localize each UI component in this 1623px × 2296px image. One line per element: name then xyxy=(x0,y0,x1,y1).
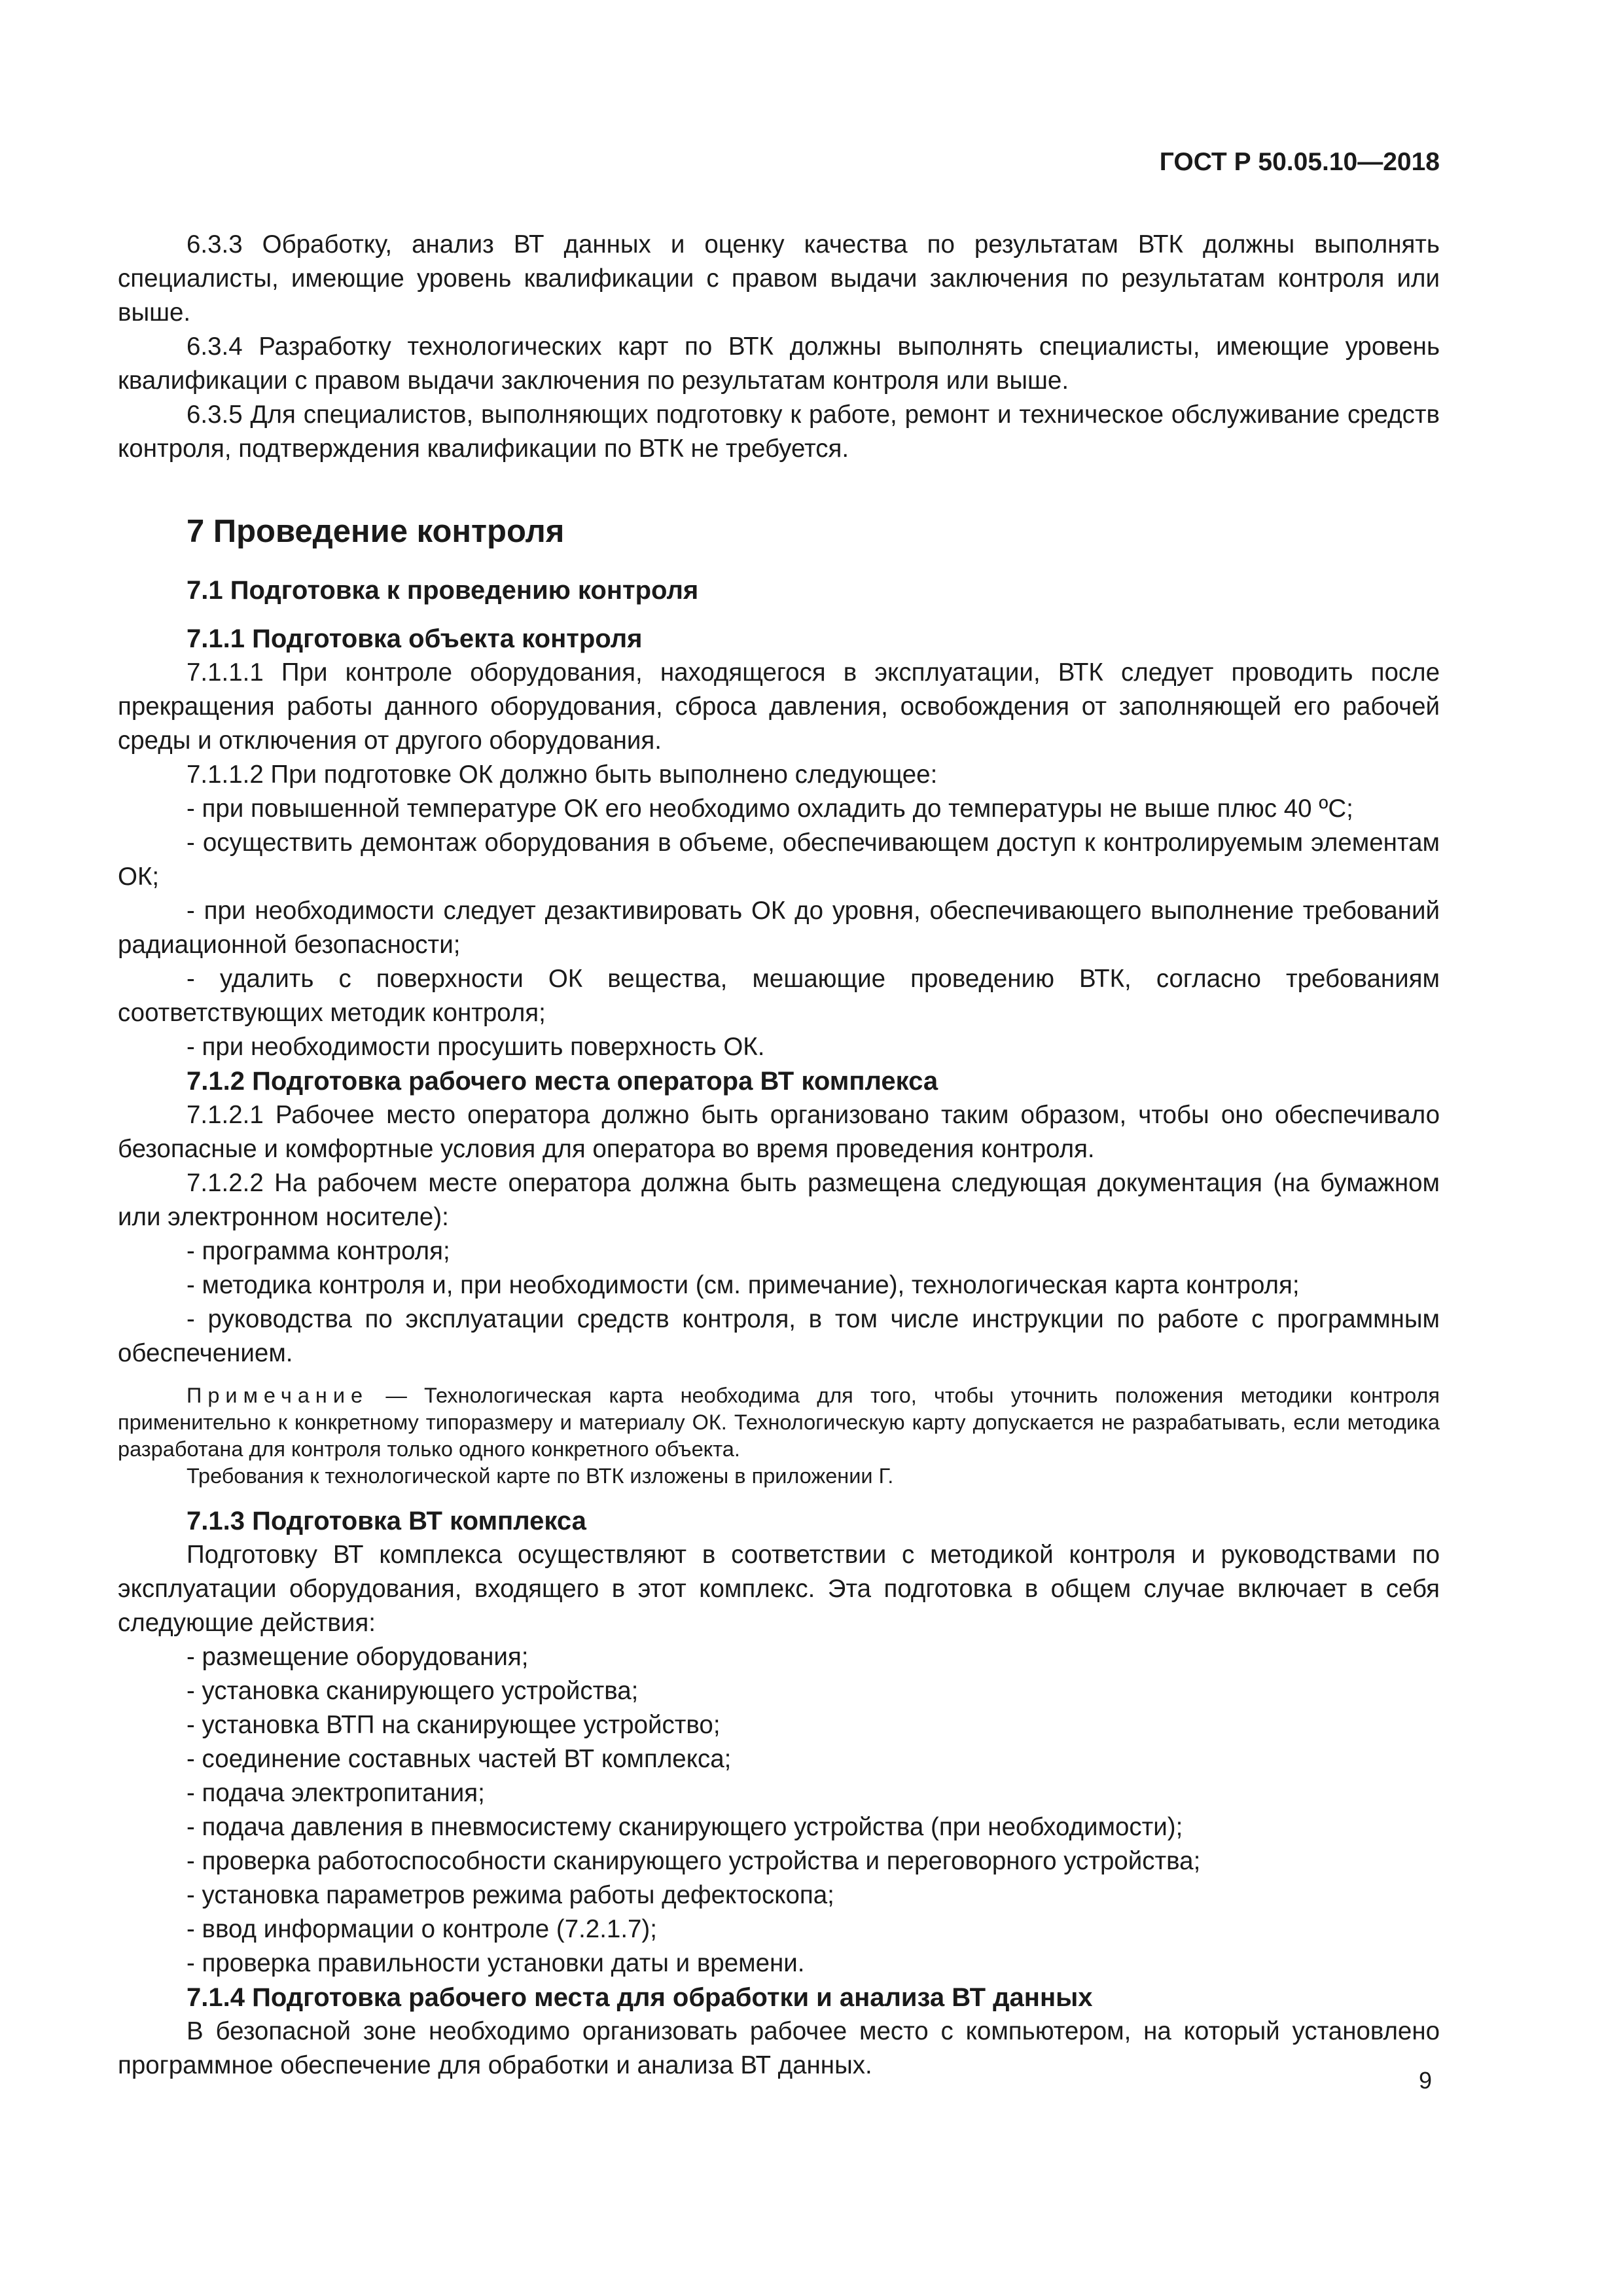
list-item: - руководства по эксплуатации средств контроля, в том числе инструкции по работе с программным обеспечением. xyxy=(118,1305,1440,1367)
section-7-1-2-heading: 7.1.2 Подготовка рабочего места оператора ВТ комплекса xyxy=(187,1067,938,1096)
list-item: - установка сканирующего устройства; xyxy=(187,1677,639,1705)
list-item: - размещение оборудования; xyxy=(187,1643,529,1671)
list-item: - подача давления в пневмосистему сканирующего устройства (при необходимости); xyxy=(187,1813,1183,1841)
list-item: - при необходимости просушить поверхность ОК. xyxy=(187,1033,765,1061)
section-7-1-heading: 7.1 Подготовка к проведению контроля xyxy=(187,576,699,605)
paragraph-7-1-2-2: 7.1.2.2 На рабочем месте оператора должна быть размещена следующая документация (на бумажном или электронном носителе): xyxy=(118,1169,1440,1231)
paragraph-6-3-4: 6.3.4 Разработку технологических карт по ВТК должны выполнять специалисты, имеющие уровень квалификации с правом выдачи заключения по результатам контроля или выше. xyxy=(118,332,1440,395)
paragraph-6-3-5: 6.3.5 Для специалистов, выполняющих подготовку к работе, ремонт и техническое обслуживание средств контроля, подтверждения квалификации по ВТК не требуется. xyxy=(118,401,1440,463)
paragraph-7-1-1-2: 7.1.1.2 При подготовке ОК должно быть выполнено следующее: xyxy=(187,761,938,789)
paragraph-7-1-2-1: 7.1.2.1 Рабочее место оператора должно быть организовано таким образом, чтобы оно обеспечивало безопасные и комфортные условия для оператора во время проведения контроля. xyxy=(118,1101,1440,1163)
section-7-1-4-heading: 7.1.4 Подготовка рабочего места для обработки и анализа ВТ данных xyxy=(187,1983,1093,2012)
list-item: - методика контроля и, при необходимости (см. примечание), технологическая карта контроля; xyxy=(187,1271,1300,1299)
list-item: - при необходимости следует дезактивировать ОК до уровня, обеспечивающего выполнение требований радиационной безопасности; xyxy=(118,897,1440,959)
note-label: Примечание xyxy=(187,1384,369,1407)
list-item: - при повышенной температуре ОК его необходимо охладить до температуры не выше плюс 40 ºС; xyxy=(187,795,1353,823)
list-item: - подача электропитания; xyxy=(187,1779,485,1807)
document-code: ГОСТ Р 50.05.10—2018 xyxy=(1159,148,1440,176)
note-continuation: Требования к технологической карте по ВТК изложены в приложении Г. xyxy=(187,1464,894,1488)
list-item: - удалить с поверхности ОК вещества, мешающие проведению ВТК, согласно требованиям соответствующих методик контроля; xyxy=(118,965,1440,1027)
section-7-1-3-heading: 7.1.3 Подготовка ВТ комплекса xyxy=(187,1507,586,1535)
page-content xyxy=(118,228,1440,2083)
list-item: - установка параметров режима работы дефектоскопа; xyxy=(187,1881,834,1909)
list-item: - соединение составных частей ВТ комплекса; xyxy=(187,1745,732,1773)
list-item: - осуществить демонтаж оборудования в объеме, обеспечивающем доступ к контролируемым элементам ОК; xyxy=(118,829,1440,891)
paragraph-6-3-3: 6.3.3 Обработку, анализ ВТ данных и оценку качества по результатам ВТК должны выполнять специалисты, имеющие уровень квалификации с правом выдачи заключения по результатам контроля или выше. xyxy=(118,230,1440,327)
list-item: - программа контроля; xyxy=(187,1237,450,1265)
section-7-1-1-heading: 7.1.1 Подготовка объекта контроля xyxy=(187,624,643,653)
page-number: 9 xyxy=(1418,2067,1432,2094)
paragraph-7-1-3: Подготовку ВТ комплекса осуществляют в соответствии с методикой контроля и руководствами по эксплуатации оборудования, входящего в этот комплекс. Эта подготовка в общем случае включает в себя следующие действия: xyxy=(118,1541,1440,1637)
paragraph-7-1-1-1: 7.1.1.1 При контроле оборудования, находящегося в эксплуатации, ВТК следует проводить после прекращения работы данного оборудования, сброса давления, освобождения от заполняющей его рабочей среды и отключения от другого оборудования. xyxy=(118,658,1440,755)
list-item: - проверка работоспособности сканирующего устройства и переговорного устройства; xyxy=(187,1847,1201,1875)
note-text: — Технологическая карта необходима для того, чтобы уточнить положения методики контроля применительно к конкретному типоразмеру и материалу ОК. Технологическую карту допускается не разрабатывать, если методика разработана для контроля только одного конкретного объекта. xyxy=(118,1384,1440,1461)
list-item: - установка ВТП на сканирующее устройство; xyxy=(187,1711,721,1739)
section-7-heading: 7 Проведение контроля xyxy=(187,514,565,549)
list-item: - ввод информации о контроле (7.2.1.7); xyxy=(187,1915,657,1943)
paragraph-7-1-4: В безопасной зоне необходимо организовать рабочее место с компьютером, на который установлено программное обеспечение для обработки и анализа ВТ данных. xyxy=(118,2017,1440,2079)
list-item: - проверка правильности установки даты и времени. xyxy=(187,1949,805,1977)
note xyxy=(118,1382,1440,1463)
